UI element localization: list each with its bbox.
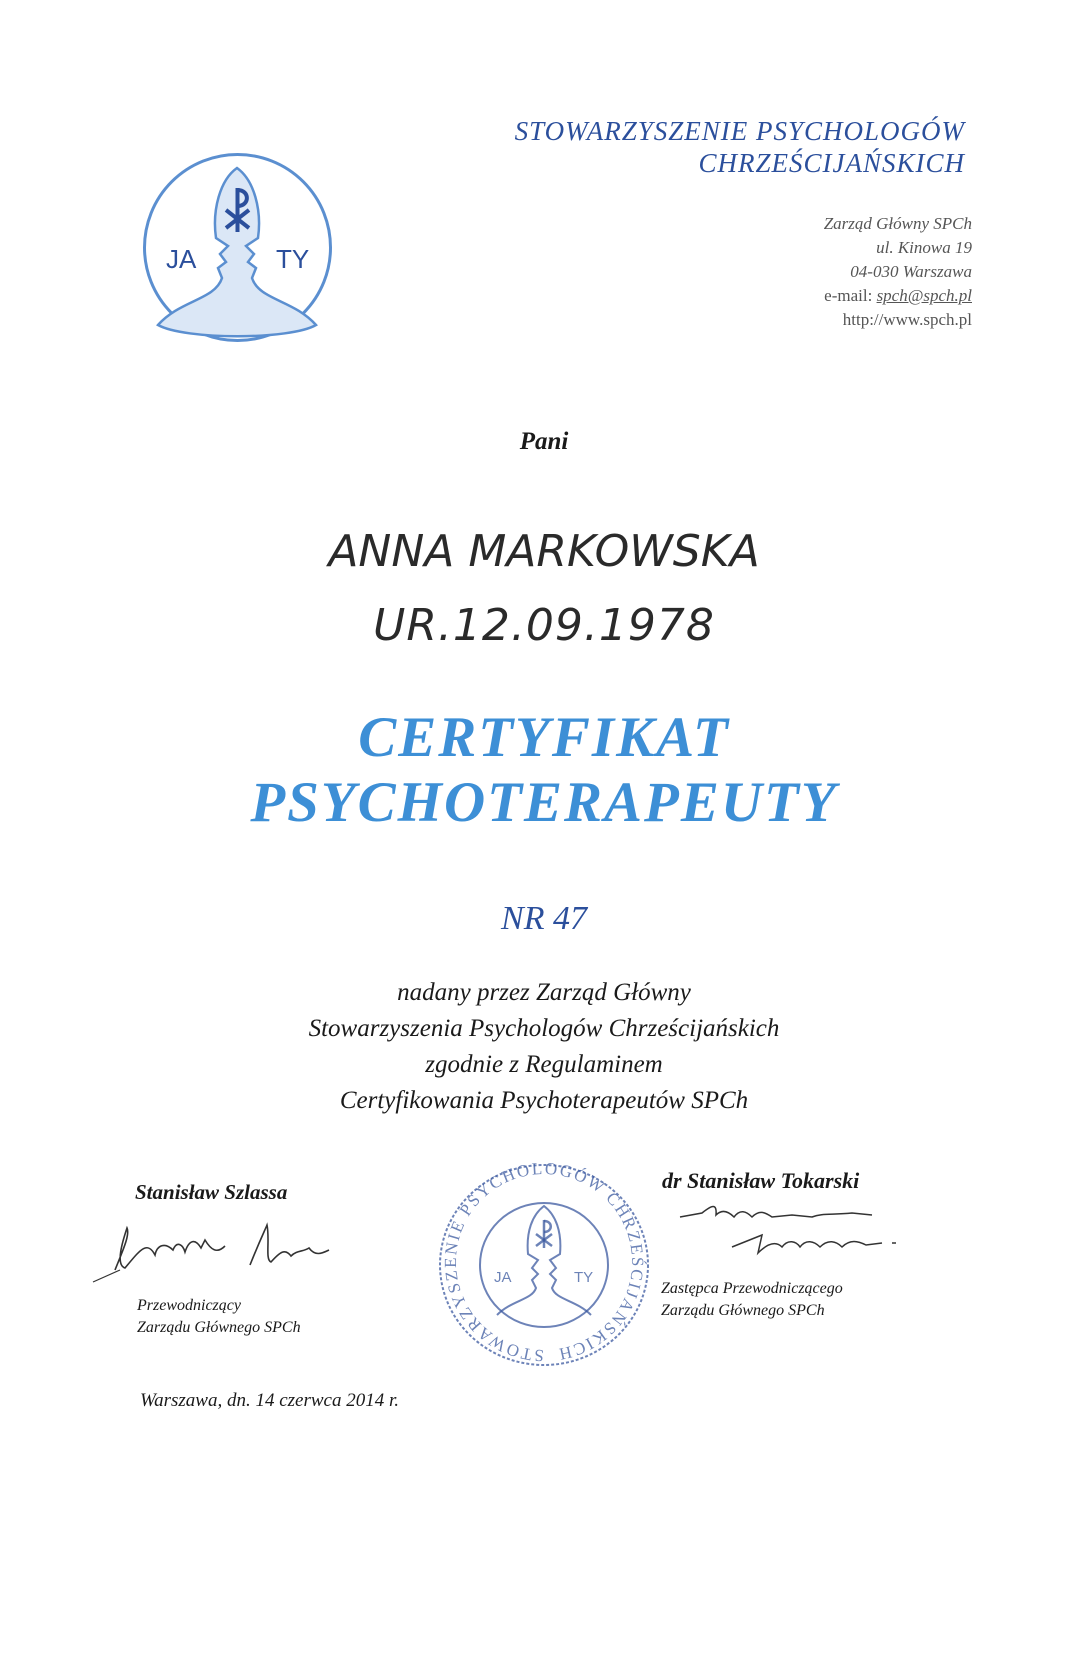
certificate-title-line1: CERTYFIKAT [358, 706, 730, 769]
body-line-1: nadany przez Zarząd Główny [397, 979, 691, 1006]
signatory-right-role [661, 1278, 843, 1322]
recipient-name: ANNA MARKOWSKA [328, 526, 760, 577]
signature-left [85, 1210, 345, 1290]
signatory-right-role-line2: Zarządu Głównego SPCh [661, 1302, 825, 1319]
address-line-street: ul. Kinowa 19 [876, 238, 972, 257]
certificate-number: NR 47 [501, 900, 587, 937]
signatory-right-role-line1: Zastępca Przewodniczącego [661, 1280, 843, 1297]
logo-right-label: TY [276, 244, 310, 274]
address-line-email [640, 284, 972, 308]
official-stamp [432, 1160, 657, 1375]
organization-name-line1: STOWARZYSZENIE PSYCHOLOGÓW [514, 116, 965, 146]
certificate-body-text [0, 975, 1088, 1119]
stamp-outer-text: STOWARZYSZENIE PSYCHOLOGÓW CHRZEŚCIJAŃSKICH [441, 1160, 648, 1366]
address-line-city: 04-030 Warszawa [850, 262, 972, 281]
signatory-left-role-line2: Zarządu Głównego SPCh [137, 1319, 301, 1336]
signatory-left-name: Stanisław Szlassa [135, 1180, 288, 1204]
body-line-3: zgodnie z Regulaminem [425, 1051, 663, 1078]
signatory-left-role [137, 1295, 301, 1339]
signature-right [672, 1195, 932, 1265]
recipient-birth-date: UR.12.09.1978 [373, 600, 715, 651]
salutation: Pani [519, 428, 569, 455]
address-block [640, 212, 972, 332]
address-line-board: Zarząd Główny SPCh [823, 214, 972, 233]
email-label: e-mail: [824, 286, 873, 305]
stamp-right-label: TY [574, 1269, 594, 1286]
certificate-title-line2: PSYCHOTERAPEUTY [250, 771, 838, 834]
stamp-left-label: JA [494, 1269, 512, 1286]
logo-left-label: JA [166, 244, 197, 274]
place-and-date: Warszawa, dn. 14 czerwca 2014 r. [140, 1390, 399, 1411]
signatory-left-role-line1: Przewodniczący [137, 1297, 241, 1314]
website-link[interactable]: http://www.spch.pl [842, 310, 972, 329]
body-line-2: Stowarzyszenia Psychologów Chrześcijańskich [308, 1015, 780, 1042]
email-link[interactable]: spch@spch.pl [876, 286, 972, 305]
organization-logo [140, 150, 335, 345]
signatory-right-name: dr Stanisław Tokarski [662, 1168, 860, 1193]
organization-name-line2: CHRZEŚCIJAŃSKICH [698, 148, 965, 178]
body-line-4: Certyfikowania Psychoterapeutów SPCh [339, 1087, 749, 1114]
svg-text:STOWARZYSZENIE PSYCHOLOGÓW CHR [441, 1160, 647, 1365]
